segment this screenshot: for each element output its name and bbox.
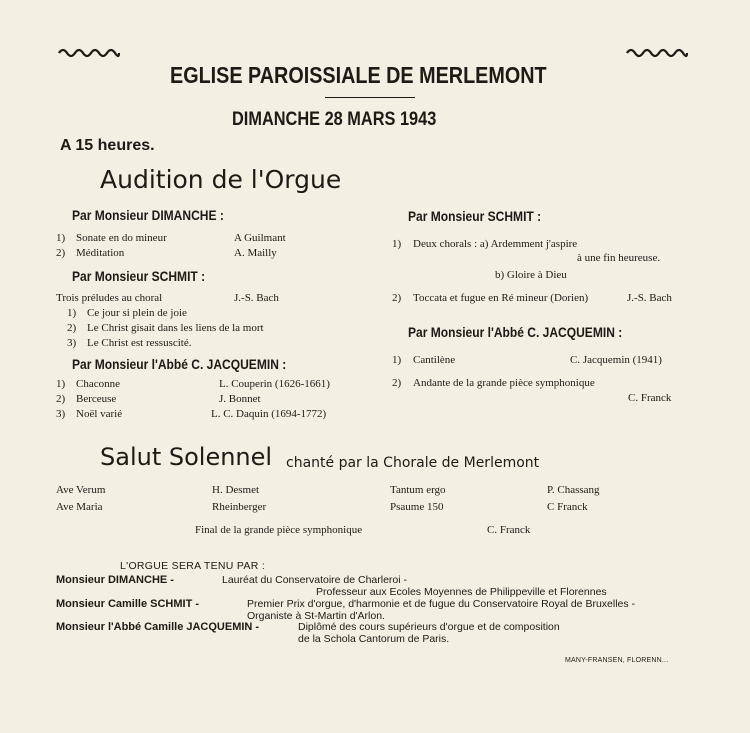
organist-desc: Premier Prix d'orgue, d'harmonie et de fugue du Conservatoire Royal de Bruxelles - bbox=[247, 598, 636, 610]
salut-title: Psaume 150 bbox=[390, 501, 444, 513]
organist-desc: Diplômé des cours supérieurs d'orgue et de composition bbox=[298, 621, 560, 633]
organist-desc: de la Schola Cantorum de Paris. bbox=[298, 633, 450, 645]
piece-composer: L. C. Daquin (1694-1772) bbox=[211, 408, 327, 420]
salut-composer: P. Chassang bbox=[547, 484, 600, 496]
performer-schmit: Par Monsieur SCHMIT : bbox=[72, 268, 206, 284]
performer-dimanche: Par Monsieur DIMANCHE : bbox=[72, 207, 224, 223]
item-num: 2) bbox=[56, 393, 66, 405]
item-num: 1) bbox=[56, 378, 66, 390]
salut-heading: Salut Solennel bbox=[100, 443, 273, 471]
item-num: 2) bbox=[67, 322, 77, 334]
piece-composer: A Guilmant bbox=[234, 232, 286, 244]
event-time: A 15 heures. bbox=[60, 137, 155, 154]
piece-title: Méditation bbox=[76, 247, 125, 259]
salut-final-title: Final de la grande pièce symphonique bbox=[195, 524, 363, 536]
organist-desc: Professeur aux Ecoles Moyennes de Philippeville et Florennes bbox=[316, 586, 607, 598]
salut-title: Ave Verum bbox=[56, 484, 106, 496]
piece-title: Berceuse bbox=[76, 393, 117, 405]
piece-composer: J. Bonnet bbox=[219, 393, 261, 405]
salut-final-composer: C. Franck bbox=[487, 524, 531, 536]
piece-title: Ce jour si plein de joie bbox=[87, 307, 187, 319]
salut-title: Ave Maria bbox=[56, 501, 103, 513]
printer-mark: MANY-FRANSEN, FLORENN... bbox=[565, 657, 669, 664]
left-wave-ornament bbox=[58, 46, 120, 60]
title-divider bbox=[325, 97, 415, 98]
page-title: EGLISE PAROISSIALE DE MERLEMONT bbox=[170, 62, 547, 88]
piece-title: Cantilène bbox=[413, 354, 456, 366]
item-num: 1) bbox=[67, 307, 77, 319]
piece-composer: J.-S. Bach bbox=[234, 292, 279, 304]
piece-title: Le Christ gisait dans les liens de la mort bbox=[87, 322, 264, 334]
piece-composer: C. Franck bbox=[628, 392, 672, 404]
item-num: 2) bbox=[392, 292, 402, 304]
salut-composer: C Franck bbox=[547, 501, 588, 513]
piece-composer: J.-S. Bach bbox=[627, 292, 672, 304]
organist-desc: Lauréat du Conservatoire de Charleroi - bbox=[222, 574, 408, 586]
salut-title: Tantum ergo bbox=[390, 484, 446, 496]
event-date: DIMANCHE 28 MARS 1943 bbox=[232, 109, 437, 130]
organist-name: Monsieur DIMANCHE - bbox=[56, 574, 174, 586]
organist-name: Monsieur Camille SCHMIT - bbox=[56, 598, 200, 610]
piece-composer: C. Jacquemin (1941) bbox=[570, 354, 662, 366]
organists-heading: L'ORGUE SERA TENU PAR : bbox=[120, 560, 266, 572]
performer-jacquemin: Par Monsieur l'Abbé C. JACQUEMIN : bbox=[72, 356, 287, 372]
organist-desc: Organiste à St-Martin d'Arlon. bbox=[247, 610, 385, 622]
piece-title: Deux chorals : a) Ardemment j'aspire bbox=[413, 238, 578, 250]
piece-title: Sonate en do mineur bbox=[76, 232, 167, 244]
salut-composer: Rheinberger bbox=[212, 501, 267, 513]
piece-title: Chaconne bbox=[76, 378, 120, 390]
item-num: 1) bbox=[56, 232, 66, 244]
salut-subheading: chanté par la Chorale de Merlemont bbox=[286, 455, 540, 471]
piece-title: Toccata et fugue en Ré mineur (Dorien) bbox=[413, 292, 589, 304]
piece-composer: A. Mailly bbox=[234, 247, 277, 259]
piece-title-continued: à une fin heureuse. bbox=[577, 252, 661, 264]
piece-title: Le Christ est ressuscité. bbox=[87, 337, 192, 349]
piece-title: Andante de la grande pièce symphonique bbox=[413, 377, 595, 389]
item-num: 2) bbox=[56, 247, 66, 259]
piece-title: Trois préludes au choral bbox=[56, 292, 163, 304]
right-wave-ornament bbox=[626, 46, 688, 60]
item-num: 3) bbox=[56, 408, 66, 420]
piece-title: b) Gloire à Dieu bbox=[495, 269, 567, 281]
piece-title: Noël varié bbox=[76, 408, 123, 420]
performer-schmit-right: Par Monsieur SCHMIT : bbox=[408, 208, 542, 224]
item-num: 3) bbox=[67, 337, 77, 349]
organist-name: Monsieur l'Abbé Camille JACQUEMIN - bbox=[56, 621, 260, 633]
item-num: 2) bbox=[392, 377, 402, 389]
performer-jacquemin-right: Par Monsieur l'Abbé C. JACQUEMIN : bbox=[408, 324, 623, 340]
salut-composer: H. Desmet bbox=[212, 484, 260, 496]
item-num: 1) bbox=[392, 354, 402, 366]
audition-heading: Audition de l'Orgue bbox=[100, 165, 342, 194]
piece-composer: L. Couperin (1626-1661) bbox=[219, 378, 330, 390]
item-num: 1) bbox=[392, 238, 402, 250]
